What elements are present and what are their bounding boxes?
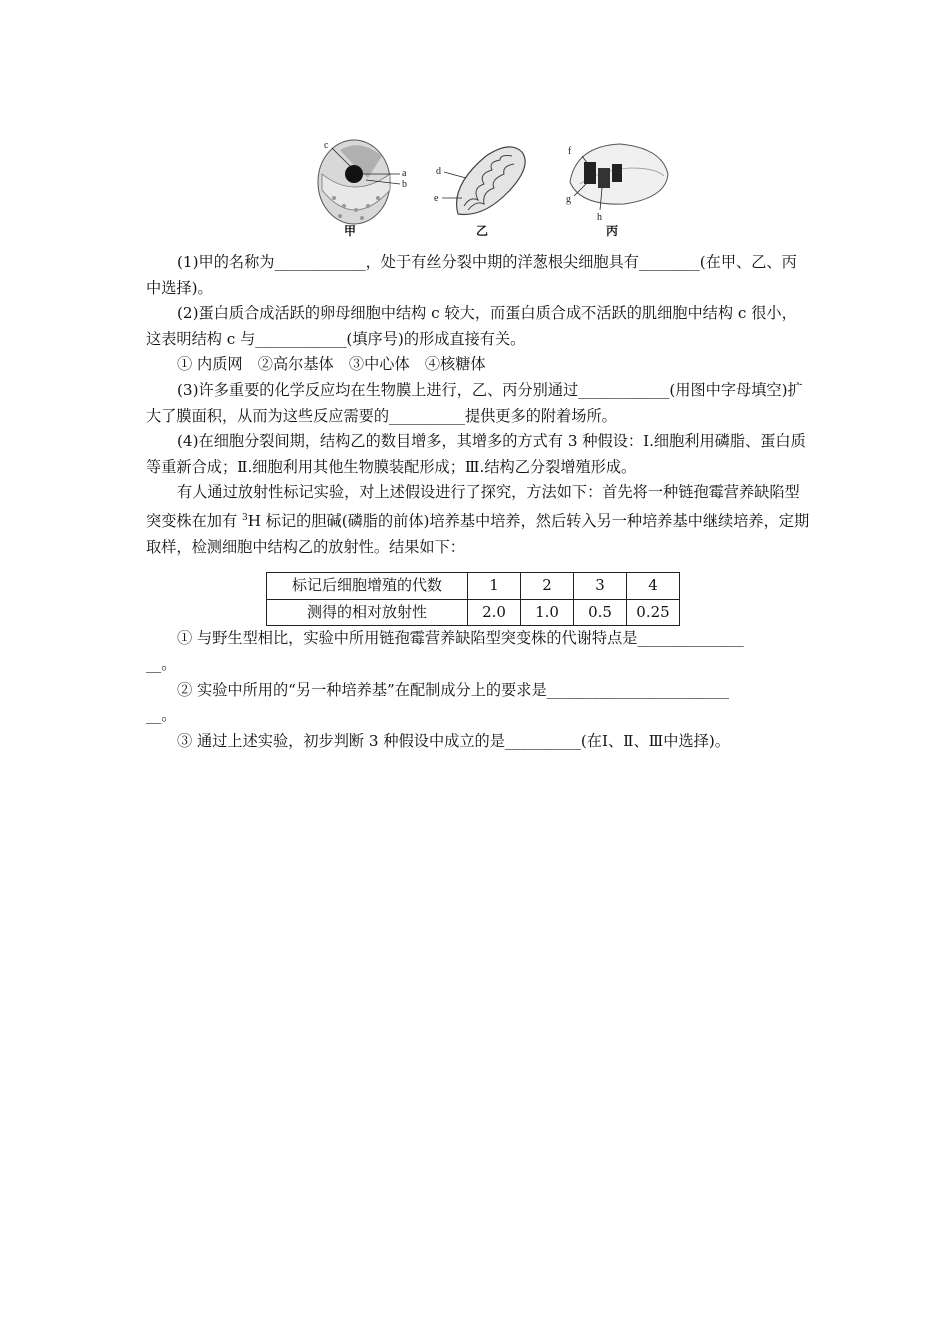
figure-label-yi: 乙 — [476, 224, 489, 238]
blank-q3-structure[interactable]: ____________ — [578, 380, 670, 399]
experiment-description: 有人通过放射性标记实验，对上述假设进行了探究，方法如下：首先将一种链孢霉营养缺陷型突变株在加有 $^3$H 标记的胆碱(磷脂的前体)培养基中培养，然后转入另一种培养基中继续培养，定期取样，检测细胞中结构乙的放射性。结果如下： — [146, 483, 810, 556]
sub-question-3: ③ 通过上述实验，初步判断 3 种假设中成立的是__________(在Ⅰ、Ⅱ、Ⅲ中选择)。 — [177, 731, 730, 750]
table-cell: 0.25 — [627, 599, 680, 626]
sub-question-2-cont: __。 — [146, 706, 177, 725]
question-3: (3)许多重要的化学反应均在生物膜上进行，乙、丙分别通过____________(用图中字母填空)扩大了膜面积，从而为这些反应需要的__________提供更多的附着场所。 — [146, 380, 803, 425]
table-cell: 2.0 — [468, 599, 521, 626]
blank-q1-name[interactable]: ____________ — [274, 253, 366, 271]
label-e: e — [434, 193, 439, 204]
results-table — [266, 572, 680, 626]
blank-q1-select[interactable]: ________ — [638, 253, 700, 271]
blank-q2[interactable]: ____________ — [255, 329, 347, 348]
question-4: (4)在细胞分裂间期，结构乙的数目增多，其增多的方式有 3 种假设：Ⅰ.细胞利用磷脂、蛋白质等重新合成；Ⅱ.细胞利用其他生物膜装配形成；Ⅲ.结构乙分裂增殖形成。 — [146, 432, 806, 476]
figure-label-jia: 甲 — [344, 224, 357, 238]
mitochondrion-illustration — [434, 147, 525, 215]
blank-s3[interactable]: __________ — [504, 731, 581, 750]
organelle-figure — [300, 126, 680, 242]
table-row — [267, 573, 680, 600]
sub-question-1: ① 与野生型相比，实验中所用链孢霉营养缺陷型突变株的代谢特点是______________ — [177, 629, 744, 648]
table-cell: 4 — [627, 573, 680, 600]
question-1: (1)甲的名称为____________，处于有丝分裂中期的洋葱根尖细胞具有________(在甲、乙、丙中选择)。 — [146, 253, 797, 297]
table-header-generations: 标记后细胞增殖的代数 — [267, 573, 468, 600]
question-body — [146, 250, 810, 754]
table-cell: 0.5 — [574, 599, 627, 626]
figure-label-bing: 丙 — [606, 224, 619, 238]
table-cell: 2 — [521, 573, 574, 600]
table-cell: 1.0 — [521, 599, 574, 626]
label-f: f — [568, 146, 572, 157]
label-h: h — [597, 212, 602, 223]
label-d: d — [436, 166, 441, 177]
table-header-radioactivity: 测得的相对放射性 — [267, 599, 468, 626]
sub-question-1-cont: __。 — [146, 654, 177, 673]
label-a: a — [402, 168, 407, 179]
chloroplast-illustration — [566, 144, 668, 223]
question-2: (2)蛋白质合成活跃的卵母细胞中结构 c 较大，而蛋白质合成不活跃的肌细胞中结构 c 很小，这表明结构 c 与____________(填序号)的形成直接有关。 — [146, 304, 797, 348]
table-cell: 3 — [574, 573, 627, 600]
nucleus-illustration — [318, 140, 407, 224]
sub-question-2: ② 实验中所用的“另一种培养基”在配制成分上的要求是________________________ — [177, 680, 729, 699]
table-cell: 1 — [468, 573, 521, 600]
label-b: b — [402, 179, 407, 190]
blank-s1[interactable]: ______________ — [637, 629, 744, 648]
organelle-illustrations — [300, 126, 680, 242]
blank-q3-substance[interactable]: __________ — [389, 406, 465, 425]
question-2-options: ① 内质网 ②高尔基体 ③中心体 ④核糖体 — [177, 355, 486, 374]
label-c: c — [324, 140, 329, 151]
table-row — [267, 599, 680, 626]
label-g: g — [566, 194, 571, 205]
blank-s2[interactable]: ________________________ — [546, 680, 729, 699]
